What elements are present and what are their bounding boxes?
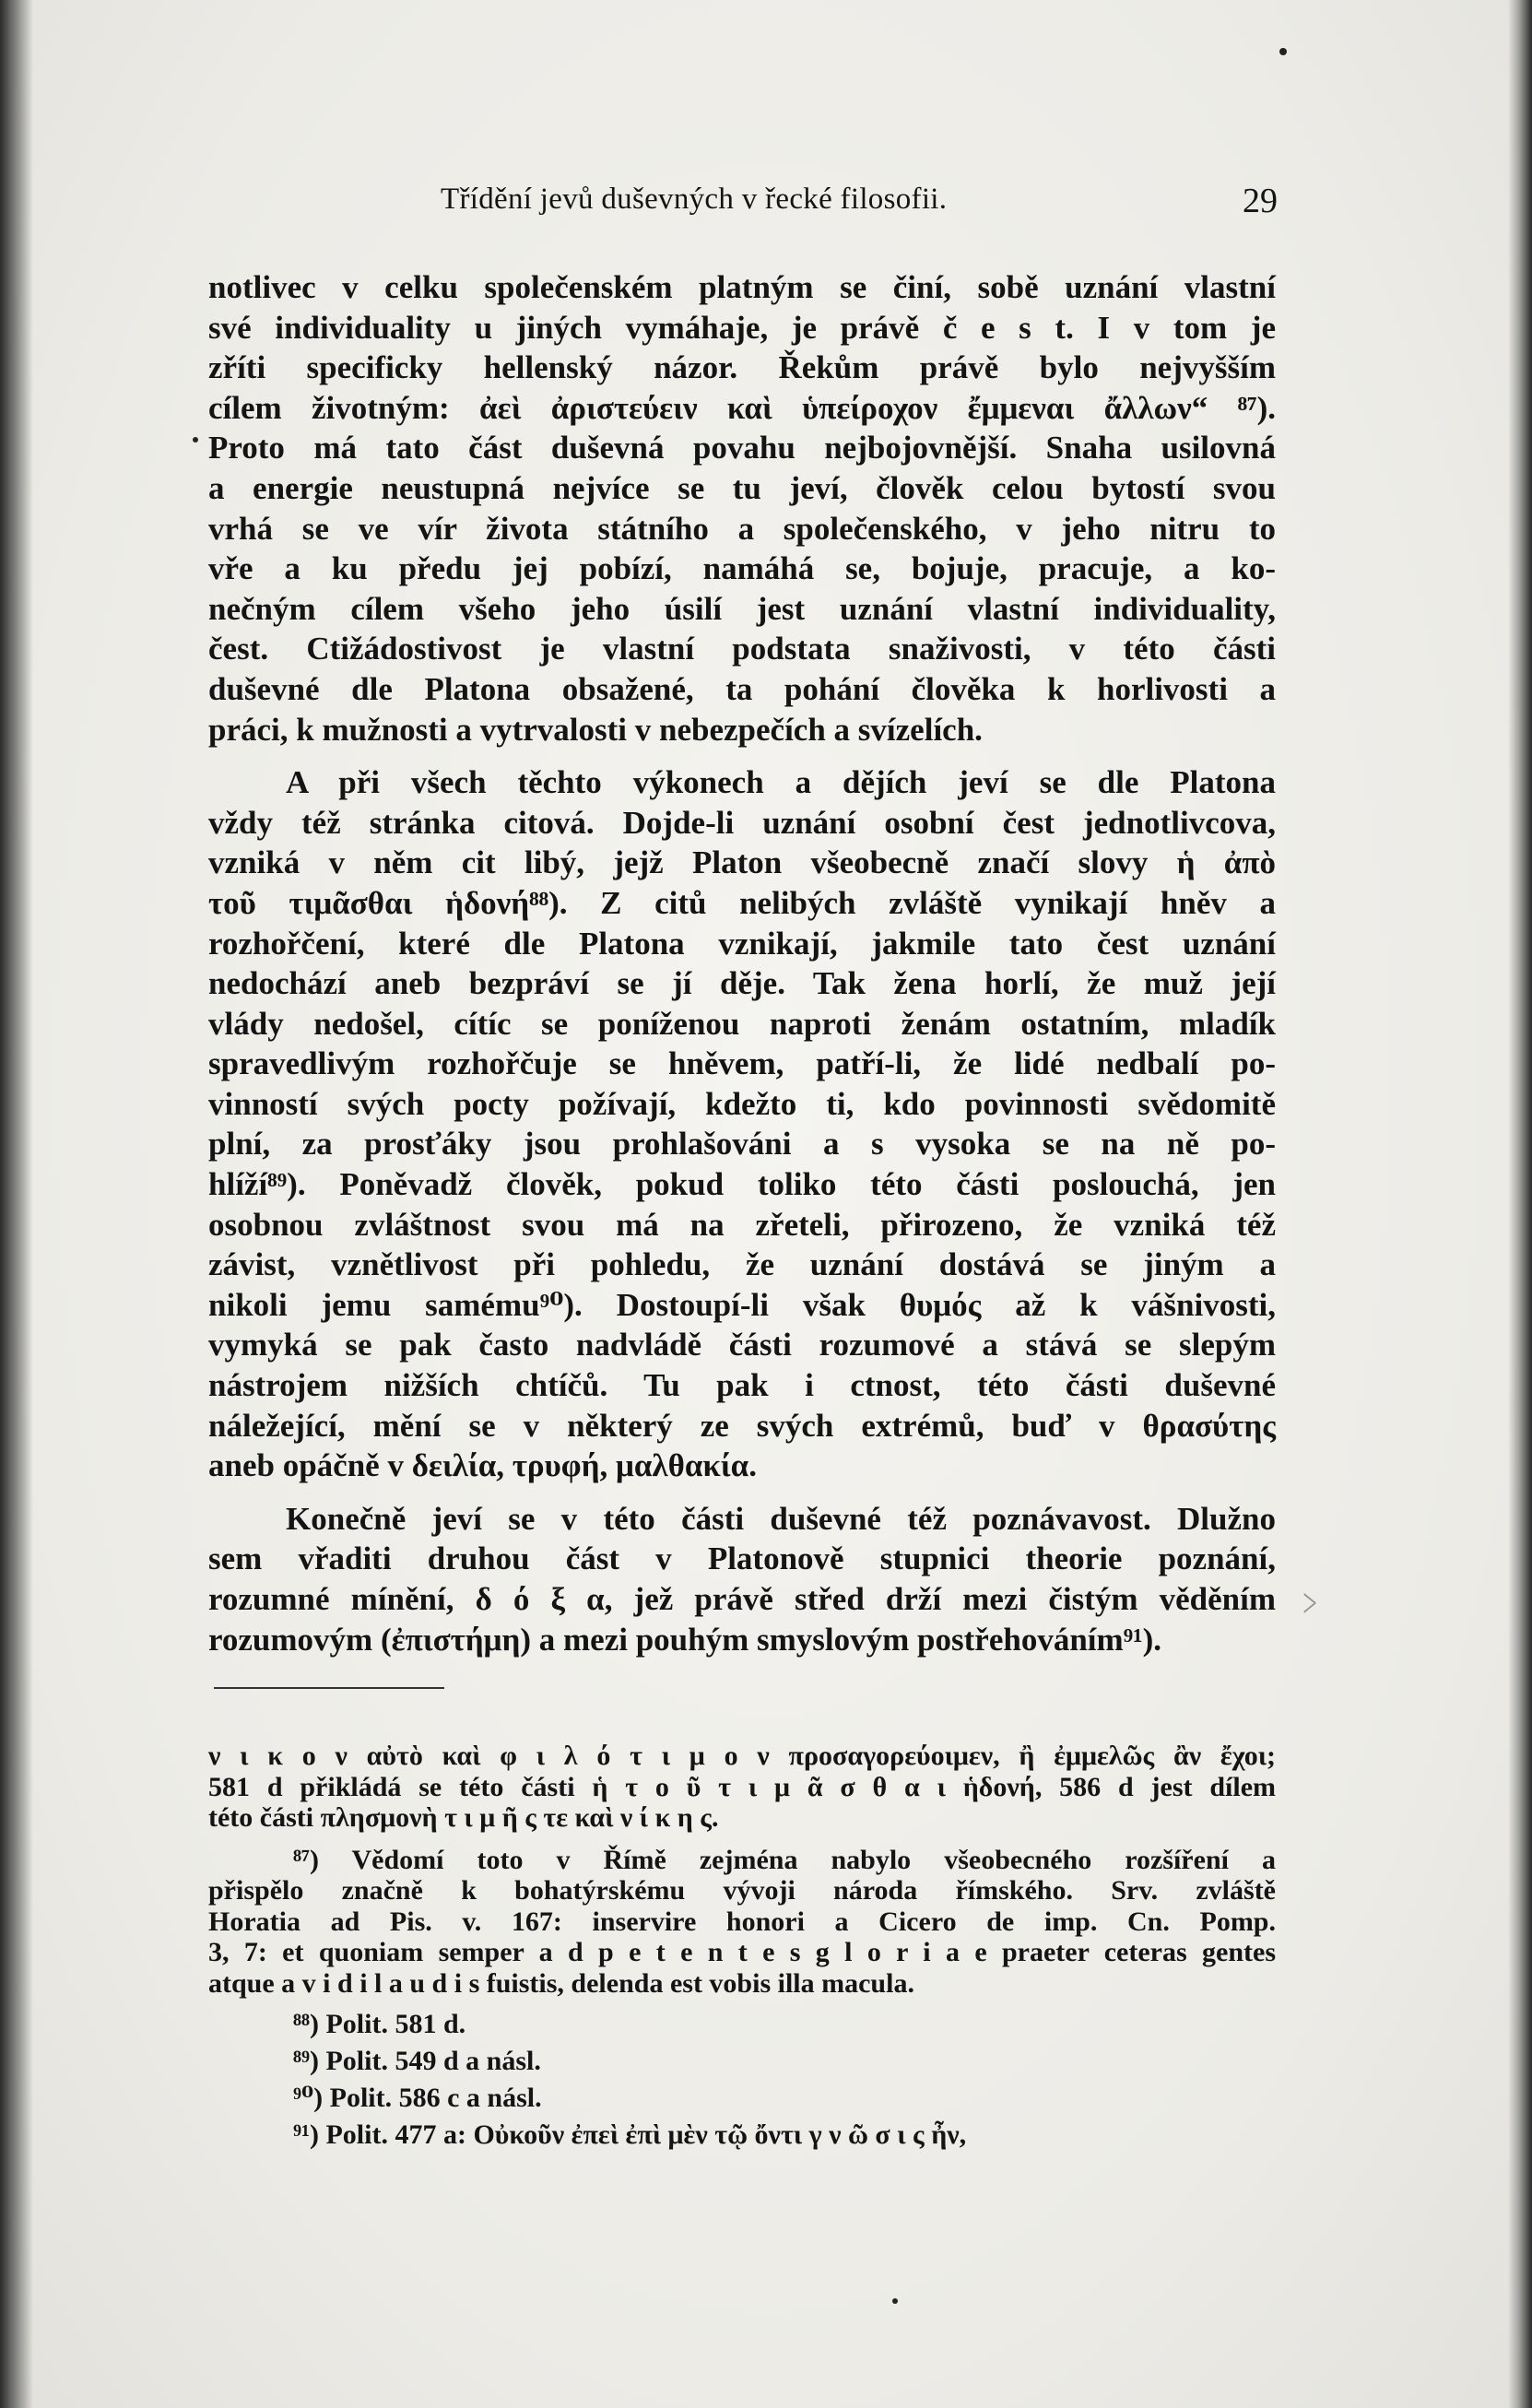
footnote-line: 581 d přikládá se této části ἡ τ ο ῦ τ ι μ ᾶ σ θ α ι ἡδονή, 586 d jest dílem <box>208 1771 1276 1802</box>
text-line: duševné dle Platona obsažené, ta pohání člověka k horlivosti a <box>208 670 1276 707</box>
text-line: rozhořčení, které dle Platona vznikají, jakmile tato čest uznání <box>208 925 1276 962</box>
text-line: plní, za prosťáky jsou prohlašováni a s vysoka se na ně po- <box>208 1126 1276 1163</box>
speck <box>892 2298 898 2304</box>
footnote-line: Horatia ad Pis. v. 167: inservire honori a Cicero de imp. Cn. Pomp. <box>208 1906 1276 1937</box>
footnote-87 <box>208 1845 1276 2000</box>
text-line: aneb opáčně v δειλία, τρυφή, μαλθακία. <box>208 1447 757 1484</box>
speck <box>1279 48 1287 55</box>
footnote-line: této části πλησμονὴ τ ι μ ῆ ς τε καὶ ν ί κ η ς. <box>208 1802 719 1833</box>
footnote-line: ⁸⁷) Vědomí toto v Římě zejména nabylo všeobecného rozšíření a <box>293 1844 1276 1875</box>
text-line: práci, k mužnosti a vytrvalosti v nebezpečích a svízelích. <box>208 711 983 748</box>
text-line: A při všech těchto výkonech a dějích jeví se dle Platona <box>286 764 1276 801</box>
text-line: vinností svých pocty požívají, kdežto ti, kdo povinnosti svědomitě <box>208 1085 1276 1122</box>
footnote-88: ⁸⁸) Polit. 581 d. <box>293 2009 466 2039</box>
text-line: sem vřaditi druhou část v Platonově stupnici theorie poznání, <box>208 1540 1276 1577</box>
footnote-continuation <box>208 1741 1276 1834</box>
text-line: své individuality u jiných vymáhaje, je právě č e s t. I v tom je <box>208 309 1276 346</box>
running-title: Třídění jevů duševných v řecké filosofii. <box>441 183 948 216</box>
page-header <box>208 177 1278 223</box>
footnote-line: atque a v i d i l a u d i s fuistis, delenda est vobis illa macula. <box>208 1967 914 1999</box>
margin-bracket-mark: > <box>1302 1579 1317 1626</box>
footnote-88-91 <box>208 2006 1276 2154</box>
text-line: vlády nedošel, cítíc se poníženou naproti ženám ostatním, mladík <box>208 1005 1276 1042</box>
text-line: nečným cílem všeho jeho úsilí jest uznání vlastní individuality, <box>208 590 1276 627</box>
main-text <box>208 267 1276 1659</box>
text-line: čest. Ctižádostivost je vlastní podstata snaživosti, v této části <box>208 631 1276 667</box>
paragraph-1 <box>208 267 1276 750</box>
text-line: Konečně jeví se v této části duševné též poznávavost. Dlužno <box>286 1500 1276 1537</box>
text-line: závist, vznětlivost při pohledu, že uznání dostává se jiným a <box>208 1246 1276 1283</box>
page-edge-left <box>0 0 33 2408</box>
text-line: vře a ku předu jej pobízí, namáhá se, bojuje, pracuje, a ko- <box>208 550 1276 587</box>
text-line: náležející, mění se v některý ze svých extrémů, buď v θρασύτης <box>208 1407 1276 1444</box>
text-line: notlivec v celku společenském platným se činí, sobě uznání vlastní <box>208 269 1276 305</box>
speck <box>193 437 198 443</box>
footnote-line: přispělo značně k bohatýrskému vývoji národa římského. Srv. zvláště <box>208 1875 1276 1906</box>
footnotes <box>208 1741 1276 2154</box>
text-line: vzniká v něm cit libý, jejž Platon všeobecně značí slovy ἡ ἀπὸ <box>208 844 1276 881</box>
paragraph-3 <box>208 1499 1276 1659</box>
page-edge-right <box>1508 0 1532 2408</box>
text-line: nedochází aneb bezpráví se jí děje. Tak žena horlí, že muž její <box>208 965 1276 1002</box>
footnote-line: 3, 7: et quoniam semper a d p e t e n t e s g l o r i a e praeter ceteras gentes <box>208 1937 1276 1967</box>
text-line: nikoli jemu samému⁹⁰). Dostoupí-li však θυμός až k vášnivosti, <box>208 1286 1276 1323</box>
footnote-89: ⁸⁹) Polit. 549 d a násl. <box>293 2046 541 2076</box>
text-line: a energie neustupná nejvíce se tu jeví, člověk celou bytostí svou <box>208 469 1276 506</box>
text-line: rozumovým (ἐπιστήμη) a mezi pouhým smyslovým postřehováním⁹¹). <box>208 1621 1162 1658</box>
footnote-line: ν ι κ ο ν αὐτὸ καὶ φ ι λ ό τ ι μ ο ν προσαγορεύοιμεν, ἢ ἐμμελῶς ἂν ἔχοι; <box>208 1741 1276 1771</box>
text-line: cílem životným: ἀεὶ ἀριστεύειν καὶ ὑπείροχον ἔμμεναι ἄλλων“ ⁸⁷). <box>208 389 1276 426</box>
paragraph-2 <box>208 762 1276 1486</box>
text-line: τοῦ τιμᾶσθαι ἡδονή⁸⁸). Z citů nelibých zvláště vynikají hněv a <box>208 884 1276 921</box>
text-line: vždy též stránka citová. Dojde-li uznání osobní čest jednotlivcova, <box>208 804 1276 841</box>
footnote-91: ⁹¹) Polit. 477 a: Οὐκοῦν ἐπεὶ ἐπὶ μὲν τῷ ὄντι γ ν ῶ σ ι ς ἦν, <box>293 2119 967 2150</box>
text-line: vrhá se ve vír života státního a společenského, v jeho nitru to <box>208 510 1276 547</box>
text-line: Proto má tato část duševná povahu nejbojovnější. Snaha usilovná <box>208 430 1276 466</box>
text-line: zříti specificky hellenský názor. Řekům právě bylo nejvyšším <box>208 349 1276 386</box>
text-line: spravedlivým rozhořčuje se hněvem, patří-li, že lidé nedbalí po- <box>208 1045 1276 1082</box>
footnote-rule <box>214 1687 444 1689</box>
text-line: nástrojem nižších chtíčů. Tu pak i ctnost, této části duševné <box>208 1367 1276 1404</box>
text-line: hlíží⁸⁹). Poněvadž člověk, pokud toliko této části poslouchá, jen <box>208 1166 1276 1203</box>
footnote-90: ⁹⁰) Polit. 586 c a násl. <box>293 2083 542 2113</box>
text-line: vymyká se pak často nadvládě části rozumové a stává se slepým <box>208 1327 1276 1363</box>
text-line: rozumné mínění, δ ό ξ α, jež právě střed drží mezi čistým věděním <box>208 1581 1276 1617</box>
text-line: osobnou zvláštnost svou má na zřeteli, přirozeno, že vzniká též <box>208 1206 1276 1243</box>
page-number: 29 <box>1243 182 1278 220</box>
